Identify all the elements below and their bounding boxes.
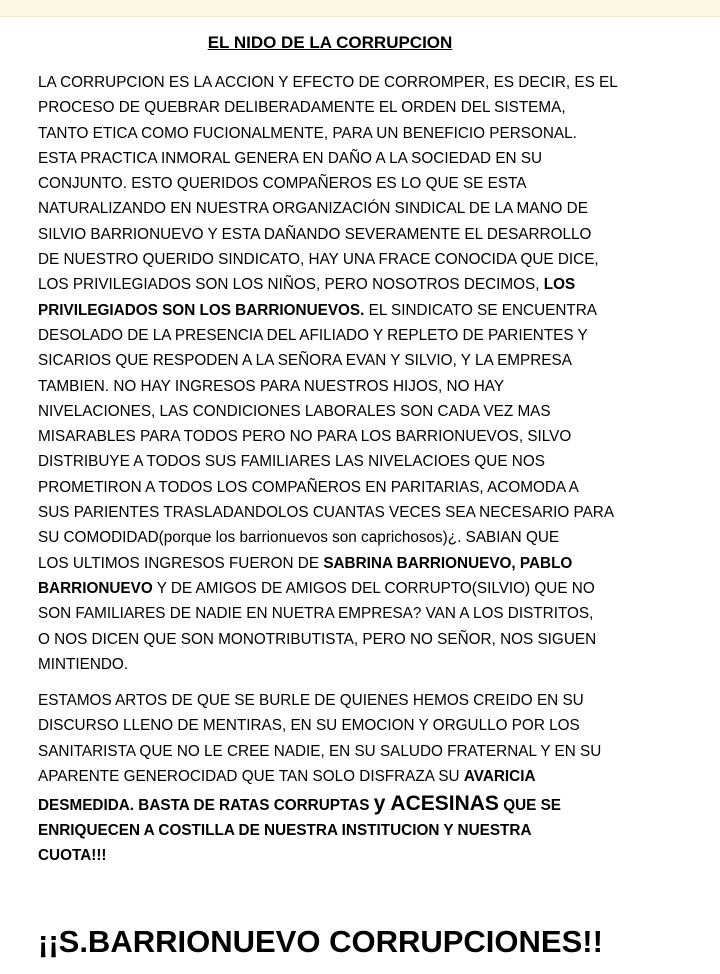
text-line: ENRIQUECEN A COSTILLA DE NUESTRA INSTITUCION Y NUESTRA [38,822,532,840]
text-line: TAMBIEN. NO HAY INGRESOS PARA NUESTROS HIJOS, NO HAY [38,377,505,395]
text-line [38,551,638,576]
paragraph-2 [38,688,638,869]
text-line: ESTA PRACTICA INMORAL GENERA EN DAÑO A LA SOCIEDAD EN SU [38,149,543,167]
text-line: DISTRIBUYE A TODOS SUS FAMILIARES LAS NIVELACIOES QUE NOS [38,453,545,471]
text-line: NIVELACIONES, LAS CONDICIONES LABORALES SON CADA VEZ MAS [38,402,551,420]
text-line [38,764,638,789]
text-line [38,272,638,297]
text-line: LA CORRUPCION ES LA ACCION Y EFECTO DE CORROMPER, ES DECIR, ES EL [38,74,618,91]
text-line [38,789,638,818]
text-line: SANITARISTA QUE NO LE CREE NADIE, EN SU SALUDO FRATERNAL Y EN SU [38,742,602,760]
bold-text: AVARICIA [463,767,536,785]
document-title: EL NIDO DE LA CORRUPCION [207,33,453,52]
bold-text: LOS [543,276,576,294]
text-line: O NOS DICEN QUE SON MONOTRIBUTISTA, PERO NO SEÑOR, NOS SIGUEN [38,630,597,648]
text-run: Y DE AMIGOS DE AMIGOS DEL CORRUPTO(SILVIO) QUE NO [152,579,595,597]
text-line: SILVIO BARRIONUEVO Y ESTA DAÑANDO SEVERAMENTE EL DESARROLLO [38,225,592,243]
text-line [38,576,638,601]
emphasis-text: y ACESINAS [373,792,499,816]
text-line: TANTO ETICA COMO FUCIONALMENTE, PARA UN BENEFICIO PERSONAL. [38,124,577,142]
text-line: CONJUNTO. ESTO QUERIDOS COMPAÑEROS ES LO QUE SE ESTA [38,175,527,193]
paragraph-1 [38,70,638,677]
text-line: ESTAMOS ARTOS DE QUE SE BURLE DE QUIENES HEMOS CREIDO EN SU [38,692,584,709]
bold-text: DESMEDIDA. BASTA DE RATAS CORRUPTAS [38,797,374,815]
bold-text: SABRINA BARRIONUEVO, PABLO [323,554,573,572]
text-line: PROMETIRON A TODOS LOS COMPAÑEROS EN PARITARIAS, ACOMODA A [38,478,579,496]
bold-text: BARRIONUEVO [38,579,153,597]
text-line: MISARABLES PARA TODOS PERO NO PARA LOS BARRIONUEVOS, SILVO [38,428,572,446]
text-line: SUS PARIENTES TRASLADANDOLOS CUANTAS VECES SEA NECESARIO PARA [38,504,615,522]
text-line: DISCURSO LLENO DE MENTIRAS, EN SU EMOCION Y ORGULLO POR LOS [38,717,580,735]
text-run: LOS PRIVILEGIADOS SON LOS NIÑOS, PERO NOSOTROS DECIMOS, [38,276,544,294]
text-line: MINTIENDO. [38,655,129,673]
text-line [38,298,638,323]
text-run: LOS ULTIMOS INGRESOS FUERON DE [38,554,324,572]
bold-text: PRIVILEGIADOS SON LOS BARRIONUEVOS. [38,301,365,319]
text-line: SICARIOS QUE RESPODEN A LA SEÑORA EVAN Y SILVIO, Y LA EMPRESA [38,352,572,370]
text-line: SU COMODIDAD(porque los barrionuevos son caprichosos)¿. SABIAN QUE [38,529,560,547]
bold-text: QUE SE [498,797,562,815]
text-line: DESOLADO DE LA PRESENCIA DEL AFILIADO Y REPLETO DE PARIENTES Y [38,326,588,344]
text-line: DE NUESTRO QUERIDO SINDICATO, HAY UNA FRACE CONOCIDA QUE DICE, [38,251,599,269]
text-line: SON FAMILIARES DE NADIE EN NUETRA EMPRESA? VAN A LOS DISTRITOS, [38,605,594,623]
text-run: APARENTE GENEROCIDAD QUE TAN SOLO DISFRAZA SU [38,767,464,785]
text-line: NATURALIZANDO EN NUESTRA ORGANIZACIÓN SINDICAL DE LA MANO DE [38,200,588,218]
text-line: PROCESO DE QUEBRAR DELIBERADAMENTE EL ORDEN DEL SISTEMA, [38,99,566,117]
text-run: EL SINDICATO SE ENCUENTRA [364,301,597,319]
closing-headline: ¡¡S.BARRIONUEVO CORRUPCIONES!! [38,924,603,959]
text-line: CUOTA!!! [38,847,107,865]
